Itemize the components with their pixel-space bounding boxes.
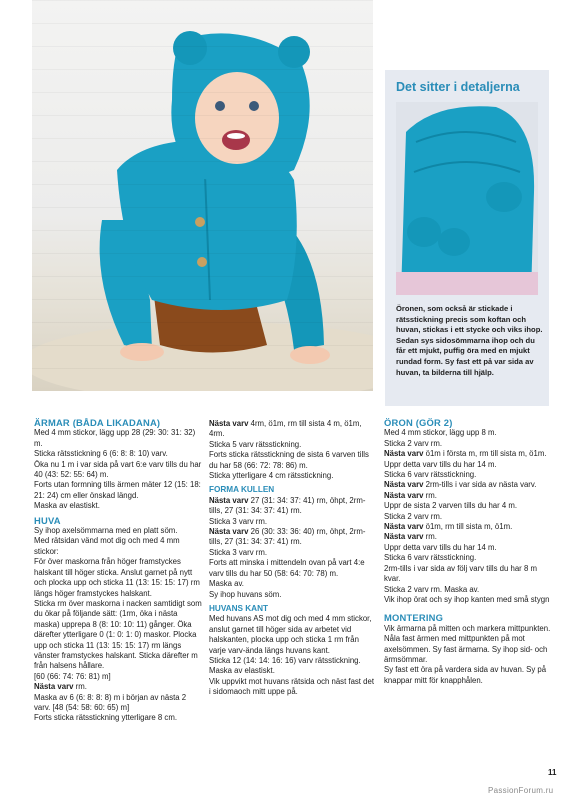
instruction-row bbox=[384, 522, 552, 532]
column-2 bbox=[209, 419, 375, 698]
heading-armar: ÄRMAR (BÅDA LIKADANA) bbox=[34, 417, 161, 428]
huva-line: För över maskorna från höger framstyckes halskant till höger sticka. Anslut garnet på nytt och plocka upp och sticka 11 (13: 15: 15: 17) rm längs höger framstyckes halskant. bbox=[34, 557, 200, 598]
column-1 bbox=[34, 418, 202, 724]
oron-line: Sticka 2 varv rm. Maska av. bbox=[384, 584, 480, 594]
detail-title: Det sitter i detaljerna bbox=[396, 80, 520, 94]
instruction-row bbox=[384, 449, 552, 459]
oron-line: Sticka 2 varv rm. bbox=[384, 438, 443, 448]
row-text: 26 (30: 33: 36: 40) rm, öhpt, 2rm-tills, 27 (31: 34: 37: 41) rm. bbox=[209, 527, 366, 547]
montering-line: Vik ärmarna på mitten och markera mittpunkten. Nåla fast ärmen med mittpunkten på mot axelsömmen. Sy fast ärmarna. Sy ihop sid- och ärmsömmar. bbox=[384, 623, 551, 664]
oron-line: 2rm-tills i var sida av följ varv tills du har 8 m kvar. bbox=[384, 563, 537, 584]
row-text: 4rm, ö1m, rm till sista 4 m, ö1m, 4rm. bbox=[209, 419, 362, 439]
heading-huva: HUVA bbox=[34, 514, 61, 526]
kullen-line: Forts att minska i mittendeln ovan på vart 4:e varv tills du har 50 (58: 64: 70: 78) m. bbox=[209, 558, 365, 578]
row-text: ö1m, rm till sista m, ö1m. bbox=[423, 522, 513, 532]
kant-line: Sticka 12 (14: 14: 16: 16) varv rätsstickning. bbox=[209, 655, 361, 665]
row-label: Nästa varv bbox=[34, 682, 74, 692]
oron-line: Sticka 6 varv rätsstickning. bbox=[384, 470, 477, 480]
instruction-row bbox=[384, 480, 552, 490]
kullen-line: Sy ihop huvans söm. bbox=[209, 589, 282, 599]
instruction-row bbox=[384, 532, 552, 542]
oron-line: Sticka 2 varv rm. bbox=[384, 511, 443, 521]
row-label: Nästa varv bbox=[209, 419, 249, 428]
oron-line: Uppr detta varv tills du har 14 m. bbox=[384, 459, 497, 469]
oron-line: Sticka 6 varv rätsstickning. bbox=[384, 553, 477, 563]
huva-line: Maska av 6 (6: 8: 8: 8) m i början av nästa 2 varv. [48 (54: 58: 60: 65) m] bbox=[34, 692, 187, 712]
heading-oron: ÖRON (GÖR 2) bbox=[384, 417, 453, 428]
oron-line: Uppr de sista 2 varven tills du har 4 m. bbox=[384, 501, 518, 511]
row-label: Nästa varv bbox=[384, 449, 424, 459]
instruction-row bbox=[384, 491, 552, 501]
huva-line: Forts sticka rätsstickning de sista 6 varven tills du har 58 (66: 72: 78: 86) m. bbox=[209, 450, 369, 470]
oron-line: Med 4 mm stickor, lägg upp 8 m. bbox=[384, 428, 497, 438]
kullen-line: Sticka 3 varv rm. bbox=[209, 547, 268, 557]
armar-line: Maska av elastiskt. bbox=[34, 501, 100, 511]
row-label: Nästa varv bbox=[209, 527, 249, 537]
armar-line: Sticka rätsstickning 6 (6: 8: 8: 10) varv. bbox=[34, 449, 168, 459]
heading-huvans-kant: HUVANS KANT bbox=[209, 603, 268, 613]
kullen-line: Sticka 3 varv rm. bbox=[209, 516, 268, 526]
detail-photo bbox=[396, 102, 538, 295]
armar-line: Öka nu 1 m i var sida på vart 6:e varv tills du har 40 (43: 52: 55: 64) m. bbox=[34, 459, 202, 480]
oron-line: Vik ihop örat och sy ihop kanten med små stygn bbox=[384, 594, 550, 604]
stitch-count: [60 (66: 74: 76: 81) m] bbox=[34, 671, 111, 681]
row-label: Nästa varv bbox=[384, 480, 424, 490]
huva-line: Forts sticka rätsstickning ytterligare 8 cm. bbox=[34, 713, 177, 723]
huva-line: Med rätsidan vänd mot dig och med 4 mm stickor: bbox=[34, 536, 180, 556]
row-label: Nästa varv bbox=[384, 490, 424, 500]
row-label: Nästa varv bbox=[384, 522, 424, 532]
heading-montering: MONTERING bbox=[384, 612, 444, 624]
instruction-row bbox=[209, 496, 375, 517]
row-label: Nästa varv bbox=[384, 532, 424, 542]
huva-line: Sticka ytterligare 4 cm rätsstickning. bbox=[209, 471, 334, 481]
column-3 bbox=[384, 418, 552, 686]
row-text: 27 (31: 34: 37: 41) rm, öhpt, 2rm-tills, 27 (31: 34: 37: 41) rm. bbox=[209, 495, 366, 516]
instruction-row bbox=[209, 419, 375, 440]
row-text: rm. bbox=[423, 532, 437, 542]
row-label: Nästa varv bbox=[209, 495, 249, 505]
huva-line: Sticka 5 varv rätsstickning. bbox=[209, 439, 302, 449]
row-text: rm. bbox=[423, 490, 437, 500]
row-text: rm. bbox=[73, 682, 87, 692]
oron-line: Uppr detta varv tills du har 14 m. bbox=[384, 542, 497, 552]
watermark: PassionForum.ru bbox=[488, 786, 554, 795]
main-photo bbox=[32, 0, 373, 391]
armar-line: Forts utan formning tills ärmen mäter 12 (15: 18: 21: 24) cm eller önskad längd. bbox=[34, 480, 201, 500]
row-text: 2rm-tills i var sida av nästa varv. bbox=[423, 480, 537, 490]
montering-line: Sy fast ett öra på vardera sida av huvan. Sy på knappar mitt för knapphålen. bbox=[384, 665, 547, 685]
kant-line: Med huvans AS mot dig och med 4 mm stickor, anslut garnet till höger sida av arbetet vid halskanten, plocka upp och sticka 1 rm från varje varv-ända längs huvans kant. bbox=[209, 614, 372, 655]
huva-line: Sticka rm över maskorna i nacken samtidigt som du ökar på följande sätt: (1rm, öka i nästa maska) upprepa 8 (8: 10: 10: 11) gånger. Öka därefter ytterligare 0 (1: 0: 1: 0) maskor. Plocka upp och sticka 11 (13: 15: 15: 17) rm längs vänster framstyckes halskant. Sticka därefter m från halsens hållare. bbox=[34, 598, 202, 671]
hood-detail-illustration bbox=[396, 102, 538, 295]
detail-caption: Öronen, som också är stickade i rätsstickning precis som koftan och huvan, stickas i ett stycke och viks ihop. Sedan sys sidosömmarna ihop och du får ett mjukt, puffig öra med en mjukt rundad form. Sy fast ett på var sida av huvan, ta bilderna till hjälp. bbox=[396, 304, 543, 377]
kullen-line: Maska av. bbox=[209, 579, 244, 589]
armar-line: Med 4 mm stickor, lägg upp 28 (29: 30: 31: 32) m. bbox=[34, 428, 196, 448]
heading-forma-kullen: FORMA KULLEN bbox=[209, 485, 275, 495]
instruction-row bbox=[34, 682, 202, 692]
kant-line: Vik uppvikt mot huvans rätsida och näst fast det i sidomaoch mitt uppe på. bbox=[209, 676, 374, 697]
row-text: ö1m i första m, rm till sista m, ö1m. bbox=[423, 449, 547, 459]
instruction-row bbox=[209, 527, 375, 548]
huva-line: Sy ihop axelsömmarna med en platt söm. bbox=[34, 526, 178, 536]
kant-line: Maska av elastiskt. bbox=[209, 666, 275, 676]
page-number: 11 bbox=[548, 768, 557, 777]
